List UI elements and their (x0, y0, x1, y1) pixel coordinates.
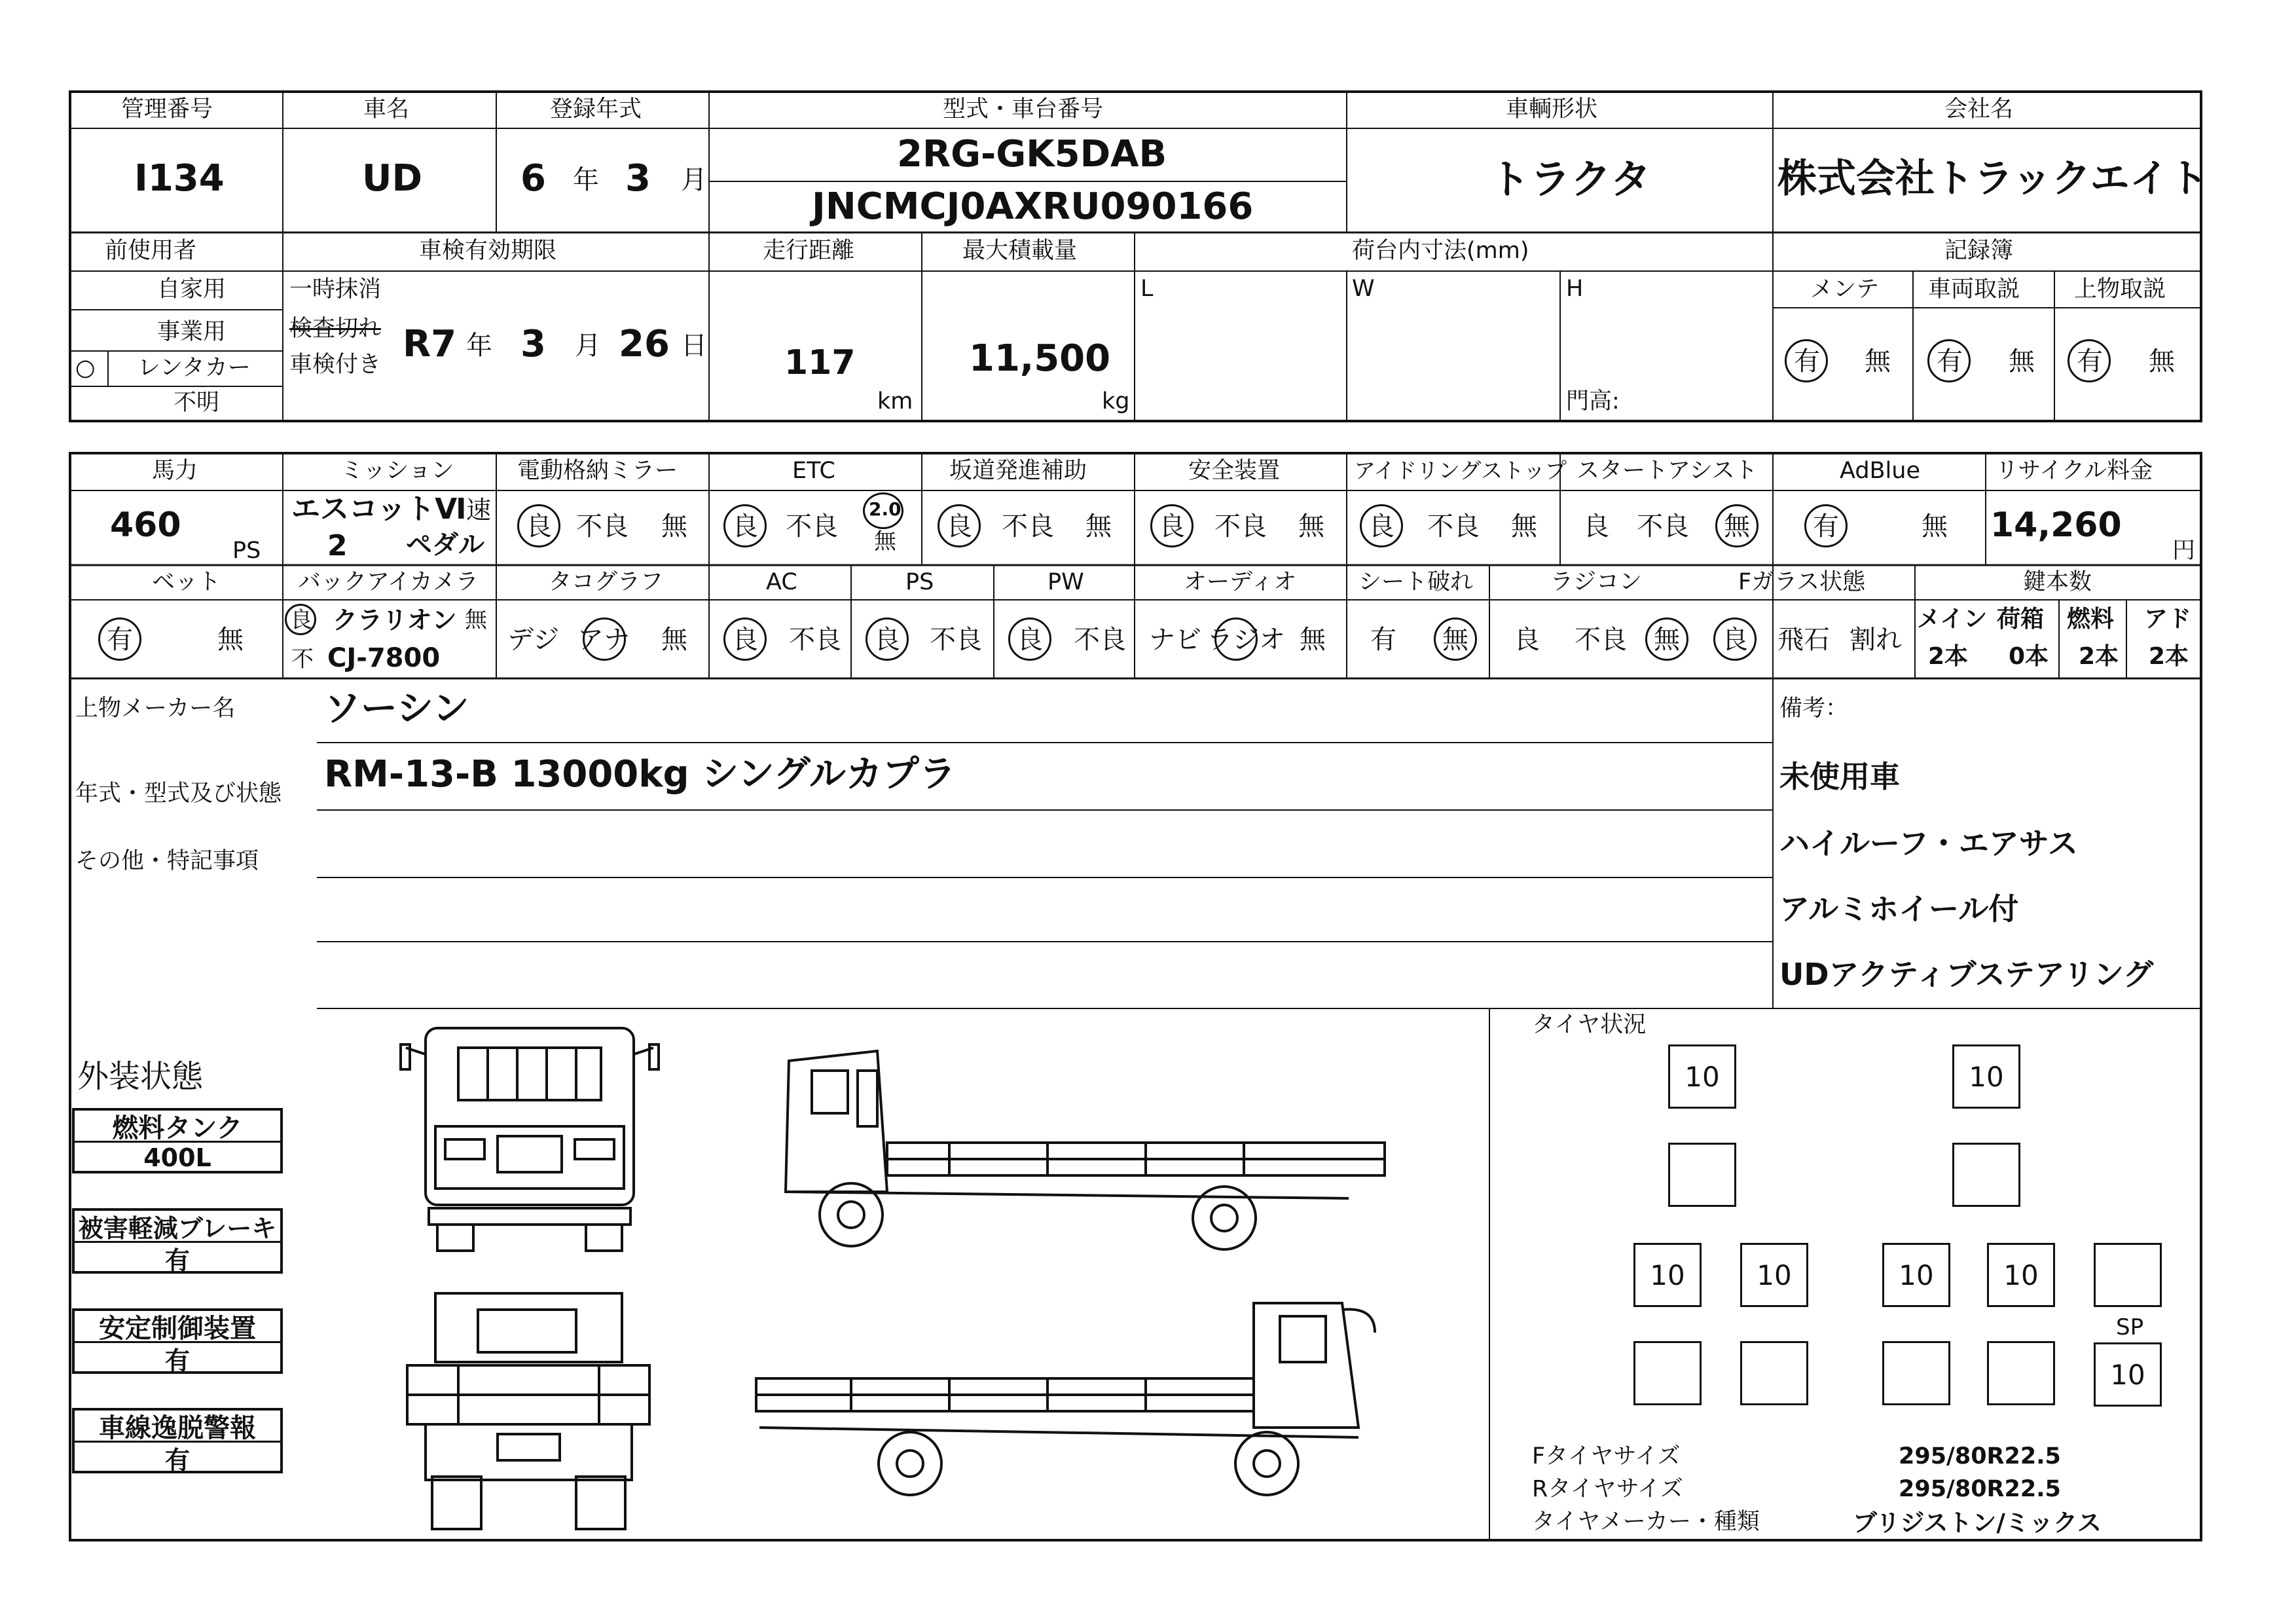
key-main-count: 2本 (1928, 643, 1969, 670)
label-vehicle-manual: 車両取説 (1928, 276, 2020, 303)
mileage-unit: km (877, 388, 913, 415)
label-body-manual: 上物取説 (2074, 276, 2166, 303)
seat-yes: 有 (1370, 625, 1396, 655)
safety-good: 良 (1159, 511, 1185, 542)
label-safety: 安全装置 (1188, 458, 1281, 484)
label-car-name: 車名 (363, 96, 410, 122)
key-adblue-count: 2本 (2149, 643, 2189, 670)
label-bed: ベット (152, 569, 221, 595)
ac-bad: 不良 (789, 625, 841, 655)
hp-unit: PS (232, 538, 261, 564)
body-maker-value: ソーシン (324, 688, 469, 730)
fuel-tank-value: 400L (143, 1143, 211, 1172)
inspect-day: 26 (619, 323, 670, 365)
adblue-yes: 有 (1813, 511, 1839, 542)
tire-front-left: 10 (1668, 1044, 1736, 1109)
assist-bad: 不良 (1637, 511, 1689, 542)
collision-brake-label: 被害軽減ブレーキ (75, 1211, 280, 1243)
glass-good: 良 (1722, 625, 1748, 655)
inspect-month: 3 (520, 323, 546, 365)
inspect-opt-temp-cancel: 一時抹消 (289, 276, 382, 303)
body-spec-value: RM-13-B 13000kg シングルカプラ (324, 753, 956, 796)
hill-good: 良 (946, 511, 972, 542)
seat-none: 無 (1442, 625, 1468, 655)
tacho-analog: アナ (577, 625, 630, 655)
vehicle-manual-yes: 有 (1937, 346, 1963, 377)
label-reg-year: 登録年式 (550, 96, 642, 122)
body-manual-no: 無 (2149, 346, 2175, 377)
audio-navi: ナビ (1149, 625, 1201, 655)
dim-l-label: L (1140, 276, 1154, 302)
key-fuel-count: 2本 (2079, 643, 2119, 670)
user-opt-unknown: 不明 (173, 390, 220, 416)
label-pw: PW (1048, 569, 1084, 595)
tire-rear-right-outer: 10 (1987, 1243, 2055, 1307)
tire-rear2-right-outer (1987, 1341, 2055, 1405)
tire-maker-label: タイヤメーカー・種類 (1532, 1509, 1760, 1535)
tire-front-right-inner (1952, 1143, 2020, 1207)
chassis-value: JNCMCJ0AXRU090166 (812, 185, 1254, 228)
tire-spare-top (2094, 1243, 2162, 1307)
tire-rear-left-outer: 10 (1633, 1243, 1702, 1307)
fuel-tank-label: 燃料タンク (75, 1111, 280, 1143)
label-mission: ミッション (340, 458, 454, 484)
camera-bad: 不 (291, 646, 314, 673)
truck-side-view-right (786, 1051, 1385, 1249)
car-name-value: UD (362, 157, 422, 200)
pw-good: 良 (1017, 625, 1043, 655)
company-value: 株式会社トラックエイト (1777, 156, 2208, 202)
label-model-chassis: 型式・車台番号 (943, 96, 1104, 122)
label-glass: Fガラス状態 (1738, 569, 1866, 595)
safety-bad: 不良 (1214, 511, 1267, 542)
dim-h-label: H (1566, 276, 1584, 302)
radio-ctrl-bad: 不良 (1575, 625, 1627, 655)
tire-rear2-right-inner (1882, 1341, 1950, 1405)
mission-name: エスコットⅥ (291, 492, 467, 526)
max-load-value: 11,500 (969, 337, 1111, 380)
label-radio-control: ラジコン (1550, 569, 1643, 595)
mission-speed-unit: 速 (466, 496, 492, 525)
mirror-bad: 不良 (576, 511, 629, 542)
hill-bad: 不良 (1002, 511, 1054, 542)
max-load-unit: kg (1102, 388, 1130, 415)
label-hp: 馬力 (152, 458, 198, 484)
label-mileage: 走行距離 (763, 238, 855, 264)
vehicle-manual-no: 無 (2009, 346, 2035, 377)
label-keys: 鍵本数 (2023, 569, 2092, 595)
remark-4: UDアクティブステアリング (1779, 957, 2153, 992)
label-body-maker: 上物メーカー名 (75, 695, 236, 722)
label-company: 会社名 (1944, 96, 2014, 122)
model-value: 2RG-GK5DAB (897, 133, 1167, 175)
tire-maker: ブリジストン/ミックス (1853, 1509, 2102, 1537)
inspect-year-unit: 年 (466, 331, 492, 361)
label-other-notes: その他・特記事項 (75, 848, 259, 874)
reg-month-value: 3 (625, 157, 651, 200)
rear-tire-size-label: Rタイヤサイズ (1532, 1476, 1683, 1502)
tire-front-right: 10 (1952, 1044, 2020, 1109)
label-record-book: 記録簿 (1944, 238, 2014, 264)
label-ps: PS (905, 569, 934, 595)
label-ac: AC (766, 569, 797, 595)
mirror-none: 無 (661, 511, 687, 542)
hp-value: 460 (110, 506, 181, 545)
label-idle-stop: アイドリングストップ (1354, 458, 1567, 483)
inspect-day-unit: 日 (681, 331, 707, 361)
maint-yes: 有 (1794, 346, 1820, 377)
inspect-opt-expired: 検査切れ (289, 316, 382, 342)
label-body-spec: 年式・型式及び状態 (75, 781, 282, 807)
label-etc: ETC (792, 458, 835, 484)
etc-good: 良 (732, 511, 758, 542)
maint-no: 無 (1865, 346, 1891, 377)
label-remarks: 備考： (1779, 695, 1849, 722)
label-audio: オーディオ (1184, 569, 1297, 595)
stability-control-label: 安定制御装置 (75, 1311, 280, 1343)
tire-rear2-left-outer (1633, 1341, 1702, 1405)
idle-good: 良 (1368, 511, 1394, 542)
label-kanri-no: 管理番号 (121, 96, 213, 122)
camera-model: CJ-7800 (327, 643, 441, 673)
label-recycle: リサイクル料金 (1995, 458, 2153, 484)
ac-good: 良 (732, 625, 758, 655)
mirror-good: 良 (526, 511, 552, 542)
label-back-camera: バックアイカメラ (298, 569, 479, 595)
ps-good: 良 (874, 625, 900, 655)
key-main-label: メイン (1917, 606, 1988, 633)
truck-rear-view (407, 1293, 649, 1529)
tacho-none: 無 (661, 625, 687, 655)
tire-rear-left-inner: 10 (1740, 1243, 1808, 1307)
audio-none: 無 (1300, 625, 1326, 655)
label-prev-user: 前使用者 (105, 238, 197, 264)
tire-rear-right-inner: 10 (1882, 1243, 1950, 1307)
exterior-title: 外装状態 (77, 1058, 204, 1095)
label-bed-dimensions: 荷台内寸法(mm) (1352, 238, 1529, 264)
user-opt-private: 自家用 (157, 276, 227, 303)
front-tire-size: 295/80R22.5 (1899, 1443, 2061, 1469)
pw-bad: 不良 (1074, 625, 1126, 655)
key-cargo-label: 荷箱 (1997, 606, 2045, 633)
recycle-value: 14,260 (1990, 506, 2122, 545)
gate-height-label: 門高: (1566, 388, 1620, 415)
label-seat: シート破れ (1358, 569, 1474, 595)
etc-none: 無 (874, 528, 896, 555)
camera-good: 良 (290, 607, 312, 633)
assist-none: 無 (1724, 511, 1750, 542)
tire-status-title: タイヤ状況 (1532, 1012, 1647, 1038)
assist-good: 良 (1583, 511, 1609, 542)
bed-yes: 有 (107, 625, 133, 655)
tire-rear2-left-inner (1740, 1341, 1808, 1405)
stability-control-value: 有 (164, 1346, 190, 1375)
label-start-assist: スタートアシスト (1576, 458, 1758, 484)
etc-version: 2.0 (869, 498, 902, 520)
rear-tire-size: 295/80R22.5 (1899, 1476, 2061, 1502)
reg-year-value: 6 (520, 157, 546, 200)
label-maint-record: メンテ (1810, 276, 1880, 303)
bed-no: 無 (217, 625, 244, 655)
remark-2: ハイルーフ・エアサス (1779, 826, 2078, 861)
inspect-month-unit: 月 (575, 331, 601, 361)
reg-month-unit: 月 (681, 165, 707, 195)
mission-pedal: ペダル (406, 530, 484, 560)
user-opt-business: 事業用 (157, 319, 227, 345)
remark-1: 未使用車 (1779, 759, 1900, 794)
adblue-no: 無 (1922, 511, 1948, 542)
lane-departure-label: 車線逸脱警報 (75, 1411, 280, 1443)
tire-front-left-inner (1668, 1143, 1736, 1207)
camera-brand: クラリオン (333, 606, 457, 635)
tire-spare-label: SP (2116, 1314, 2144, 1340)
truck-side-view-left (756, 1303, 1375, 1495)
glass-chip: 飛石 (1777, 625, 1830, 655)
idle-none: 無 (1511, 511, 1537, 542)
truck-front-view (401, 1028, 659, 1251)
label-max-load: 最大積載量 (962, 238, 1078, 264)
shape-value: トラクタ (1489, 155, 1651, 203)
key-cargo-count: 0本 (2009, 643, 2049, 670)
safety-none: 無 (1298, 511, 1324, 542)
radio-ctrl-good: 良 (1514, 625, 1540, 655)
idle-bad: 不良 (1427, 511, 1480, 542)
label-shape: 車輌形状 (1506, 96, 1598, 122)
user-selected-mark: ○ (75, 355, 96, 381)
label-hill-start: 坂道発進補助 (949, 458, 1087, 484)
key-fuel-label: 燃料 (2067, 606, 2115, 633)
collision-brake-value: 有 (164, 1246, 190, 1275)
label-inspection-expiry: 車検有効期限 (419, 238, 557, 264)
remark-3: アルミホイール付 (1779, 891, 2019, 927)
tire-spare: 10 (2094, 1342, 2162, 1407)
reg-year-unit: 年 (573, 165, 599, 195)
mission-speed: 2 (327, 529, 348, 563)
inspect-opt-valid: 車検付き (289, 352, 382, 378)
glass-crack: 割れ (1850, 625, 1902, 655)
label-mirror: 電動格納ミラー (517, 458, 678, 484)
recycle-unit: 円 (2172, 538, 2196, 564)
dim-w-label: W (1352, 276, 1375, 302)
etc-bad: 不良 (786, 511, 838, 542)
label-tacho: タコグラフ (549, 569, 664, 595)
mileage-value: 117 (784, 343, 856, 382)
lane-departure-value: 有 (164, 1445, 190, 1475)
ps-bad: 不良 (930, 625, 982, 655)
key-adblue-label: アド (2144, 606, 2192, 633)
front-tire-size-label: Fタイヤサイズ (1532, 1443, 1681, 1469)
body-manual-yes: 有 (2077, 346, 2103, 377)
camera-none: 無 (465, 607, 487, 633)
user-opt-rental: レンタカー (137, 355, 251, 381)
audio-radio: ラジオ (1207, 625, 1285, 655)
hill-none: 無 (1085, 511, 1112, 542)
inspect-era: R7 (403, 323, 457, 365)
tacho-digital: デジ (507, 625, 560, 655)
kanri-no-value: I134 (134, 157, 225, 200)
radio-ctrl-none: 無 (1654, 625, 1680, 655)
label-adblue: AdBlue (1840, 458, 1920, 484)
